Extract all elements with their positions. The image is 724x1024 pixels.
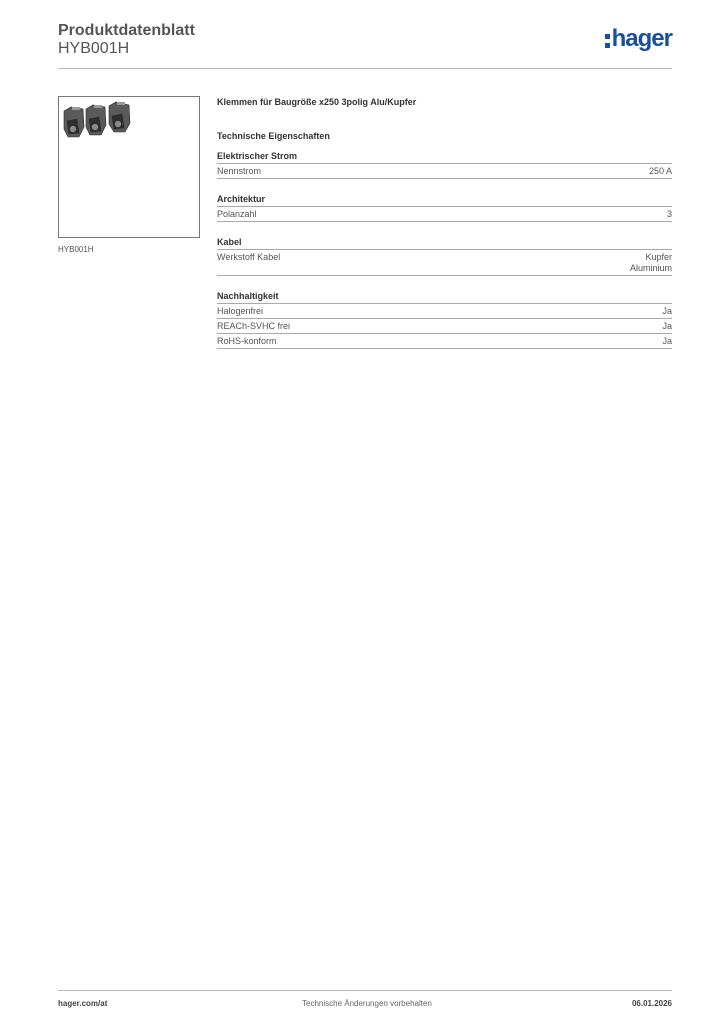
property-row [217,207,672,222]
logo-dots-icon [605,34,610,48]
property-label: Polanzahl [217,209,257,219]
property-label: Halogenfrei [217,306,264,316]
property-value: Ja [662,336,672,346]
property-row [217,250,672,276]
property-row [217,164,672,179]
hager-logo [605,26,672,52]
property-label: Werkstoff Kabel [217,252,281,262]
terminal-clamps-photo-icon [59,97,199,237]
footer-date: 06.01.2026 [631,999,672,1008]
logo-text: hager [611,25,672,52]
property-value: Ja [662,306,672,316]
property-value: Ja [662,321,672,331]
group-heading: Nachhaltigkeit [217,290,672,304]
property-group-electrical-current [217,150,672,179]
property-value: 250 A [648,166,672,176]
product-image-frame [58,96,200,238]
property-value: 3 [666,209,672,219]
header-divider [58,68,672,69]
image-caption: HYB001H [58,245,94,254]
footer-website: hager.com/at [58,999,108,1008]
document-title: Produktdatenblatt [58,22,195,39]
group-heading: Elektrischer Strom [217,150,672,164]
property-group-architecture [217,193,672,222]
property-row [217,334,672,349]
group-heading: Architektur [217,193,672,207]
footer-disclaimer: Technische Änderungen vorbehalten [302,999,432,1008]
product-code: HYB001H [58,40,130,57]
property-label: Nennstrom [217,166,262,176]
page-header [58,20,672,70]
technical-properties-heading: Technische Eigenschaften [217,131,330,141]
property-label: REACh-SVHC frei [217,321,291,331]
product-name: Klemmen für Baugröße x250 3polig Alu/Kupfer [217,97,417,107]
property-label: RoHS-konform [217,336,277,346]
property-row [217,319,672,334]
property-row [217,304,672,319]
property-group-cable [217,236,672,276]
product-details [217,95,672,349]
property-value: Kupfer Aluminium [629,252,672,273]
footer-divider [58,990,672,991]
group-heading: Kabel [217,236,672,250]
property-group-sustainability [217,290,672,349]
